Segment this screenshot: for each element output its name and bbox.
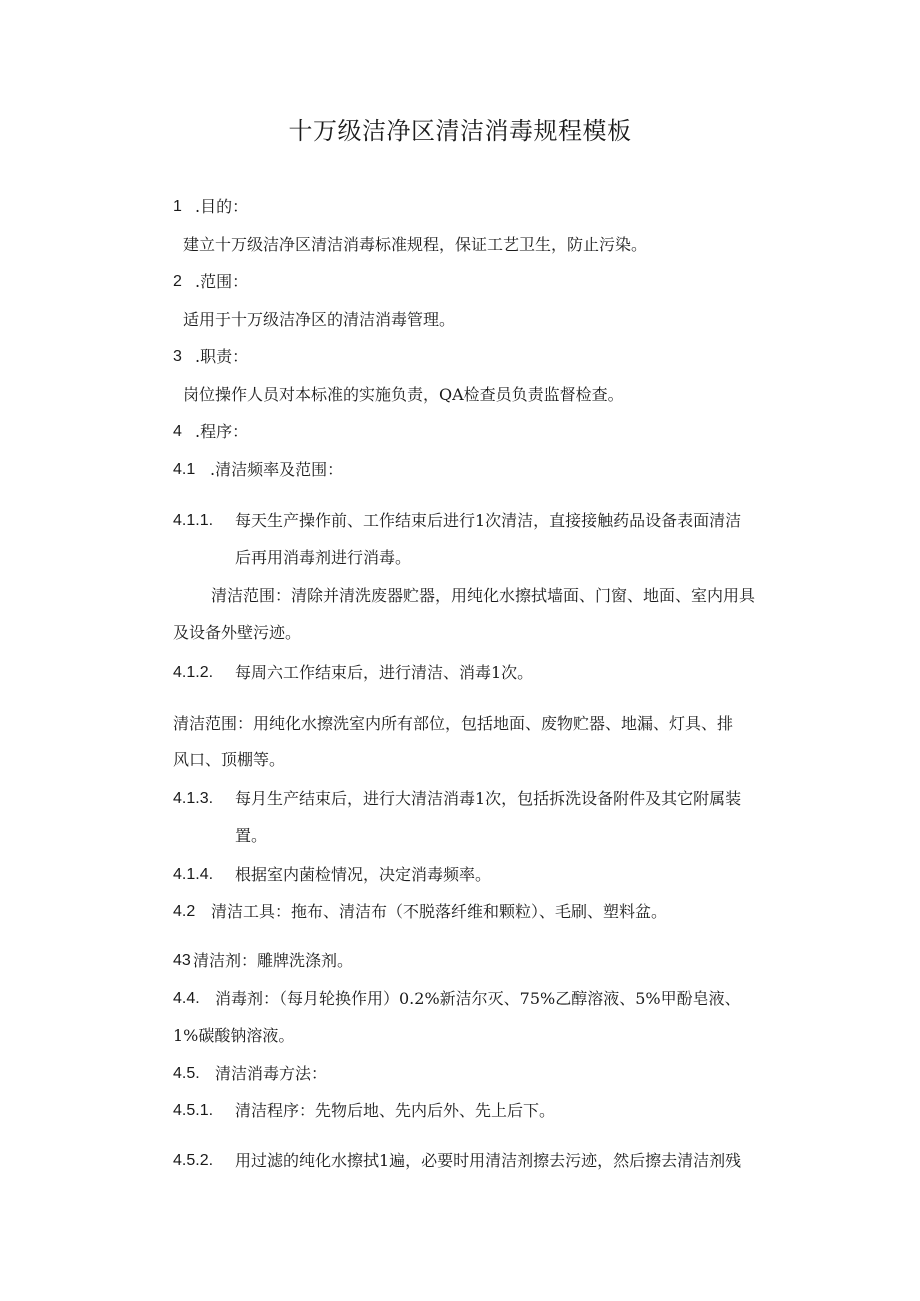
section-4-1-1-line-2: 后再用消毒剂进行消毒。 xyxy=(235,548,412,567)
section-4-5-1-number: 4.5.1. xyxy=(173,1102,214,1119)
section-2-number: 2 xyxy=(173,273,182,290)
section-1-body: 建立十万级洁净区清洁消毒标准规程，保证工艺卫生，防止污染。 xyxy=(183,235,648,254)
section-3-number: 3 xyxy=(173,348,182,365)
section-4-5-number: 4.5. xyxy=(173,1065,200,1082)
section-3-heading: .职责： xyxy=(195,347,249,366)
section-4-2-line-1: 清洁工具：拖布、清洁布（不脱落纤维和颗粒）、毛刷、塑料盆。 xyxy=(211,902,668,921)
section-4-4-line-1: 消毒剂：（每月轮换作用）0.2%新洁尔灭、75%乙醇溶液、5%甲酚皂液、 xyxy=(215,989,741,1008)
section-1-number: 1 xyxy=(173,198,182,215)
section-4-1-1-line-1: 每天生产操作前、工作结束后进行1次清洁，直接接触药品设备表面清洁 xyxy=(235,511,742,530)
section-4-1-2-line-1: 每周六工作结束后，进行清洁、消毒1次。 xyxy=(235,663,534,682)
section-4-1-2-scope-line-2: 风口、顶棚等。 xyxy=(173,750,286,769)
section-4-1-1-scope-line-1: 清洁范围：清除并清洗废器贮器，用纯化水擦拭墙面、门窗、地面、室内用具 xyxy=(211,586,756,605)
section-4-5-2-number: 4.5.2. xyxy=(173,1152,214,1169)
section-4-3-line-1: 清洁剂：雕牌洗涤剂。 xyxy=(193,951,354,970)
section-4-4-line-2: 1%碳酸钠溶液。 xyxy=(173,1026,295,1045)
section-4-1-1-scope-line-2: 及设备外壁污迹。 xyxy=(173,623,302,642)
section-3-body: 岗位操作人员对本标准的实施负责，QA检查员负责监督检查。 xyxy=(183,385,624,404)
section-4-2-number: 4.2 xyxy=(173,903,196,920)
section-4-1-3-number: 4.1.3. xyxy=(173,790,214,807)
section-4-heading: .程序： xyxy=(195,422,249,441)
section-1-heading: .目的： xyxy=(195,197,249,216)
section-4-5-line-1: 清洁消毒方法： xyxy=(215,1064,328,1083)
section-4-number: 4 xyxy=(173,423,182,440)
section-4-1-3-line-1: 每月生产结束后，进行大清洁消毒1次，包括拆洗设备附件及其它附属装 xyxy=(235,789,742,808)
section-4-4-number: 4.4. xyxy=(173,990,200,1007)
section-4-1-3-line-2: 置。 xyxy=(235,826,268,845)
section-4-5-1-line-1: 清洁程序：先物后地、先内后外、先上后下。 xyxy=(235,1101,556,1120)
section-4-1-2-scope-line-1: 清洁范围：用纯化水擦洗室内所有部位，包括地面、废物贮器、地漏、灯具、排 xyxy=(173,714,734,733)
section-4-1-1-number: 4.1.1. xyxy=(173,512,214,529)
document-title: 十万级洁净区清洁消毒规程模板 xyxy=(288,117,632,145)
section-4-1-2-number: 4.1.2. xyxy=(173,664,214,681)
section-2-heading: .范围： xyxy=(195,272,249,291)
section-2-body: 适用于十万级洁净区的清洁消毒管理。 xyxy=(183,310,456,329)
section-4-1-4-number: 4.1.4. xyxy=(173,866,214,883)
section-4-1-number: 4.1 xyxy=(173,461,196,478)
section-4-3-number: 43 xyxy=(173,952,191,969)
section-4-1-4-line-1: 根据室内菌检情况，决定消毒频率。 xyxy=(235,865,492,884)
section-4-1-heading: .清洁频率及范围： xyxy=(210,460,344,479)
section-4-5-2-line-1: 用过滤的纯化水擦拭1遍，必要时用清洁剂擦去污迹，然后擦去清洁剂残 xyxy=(235,1151,742,1170)
